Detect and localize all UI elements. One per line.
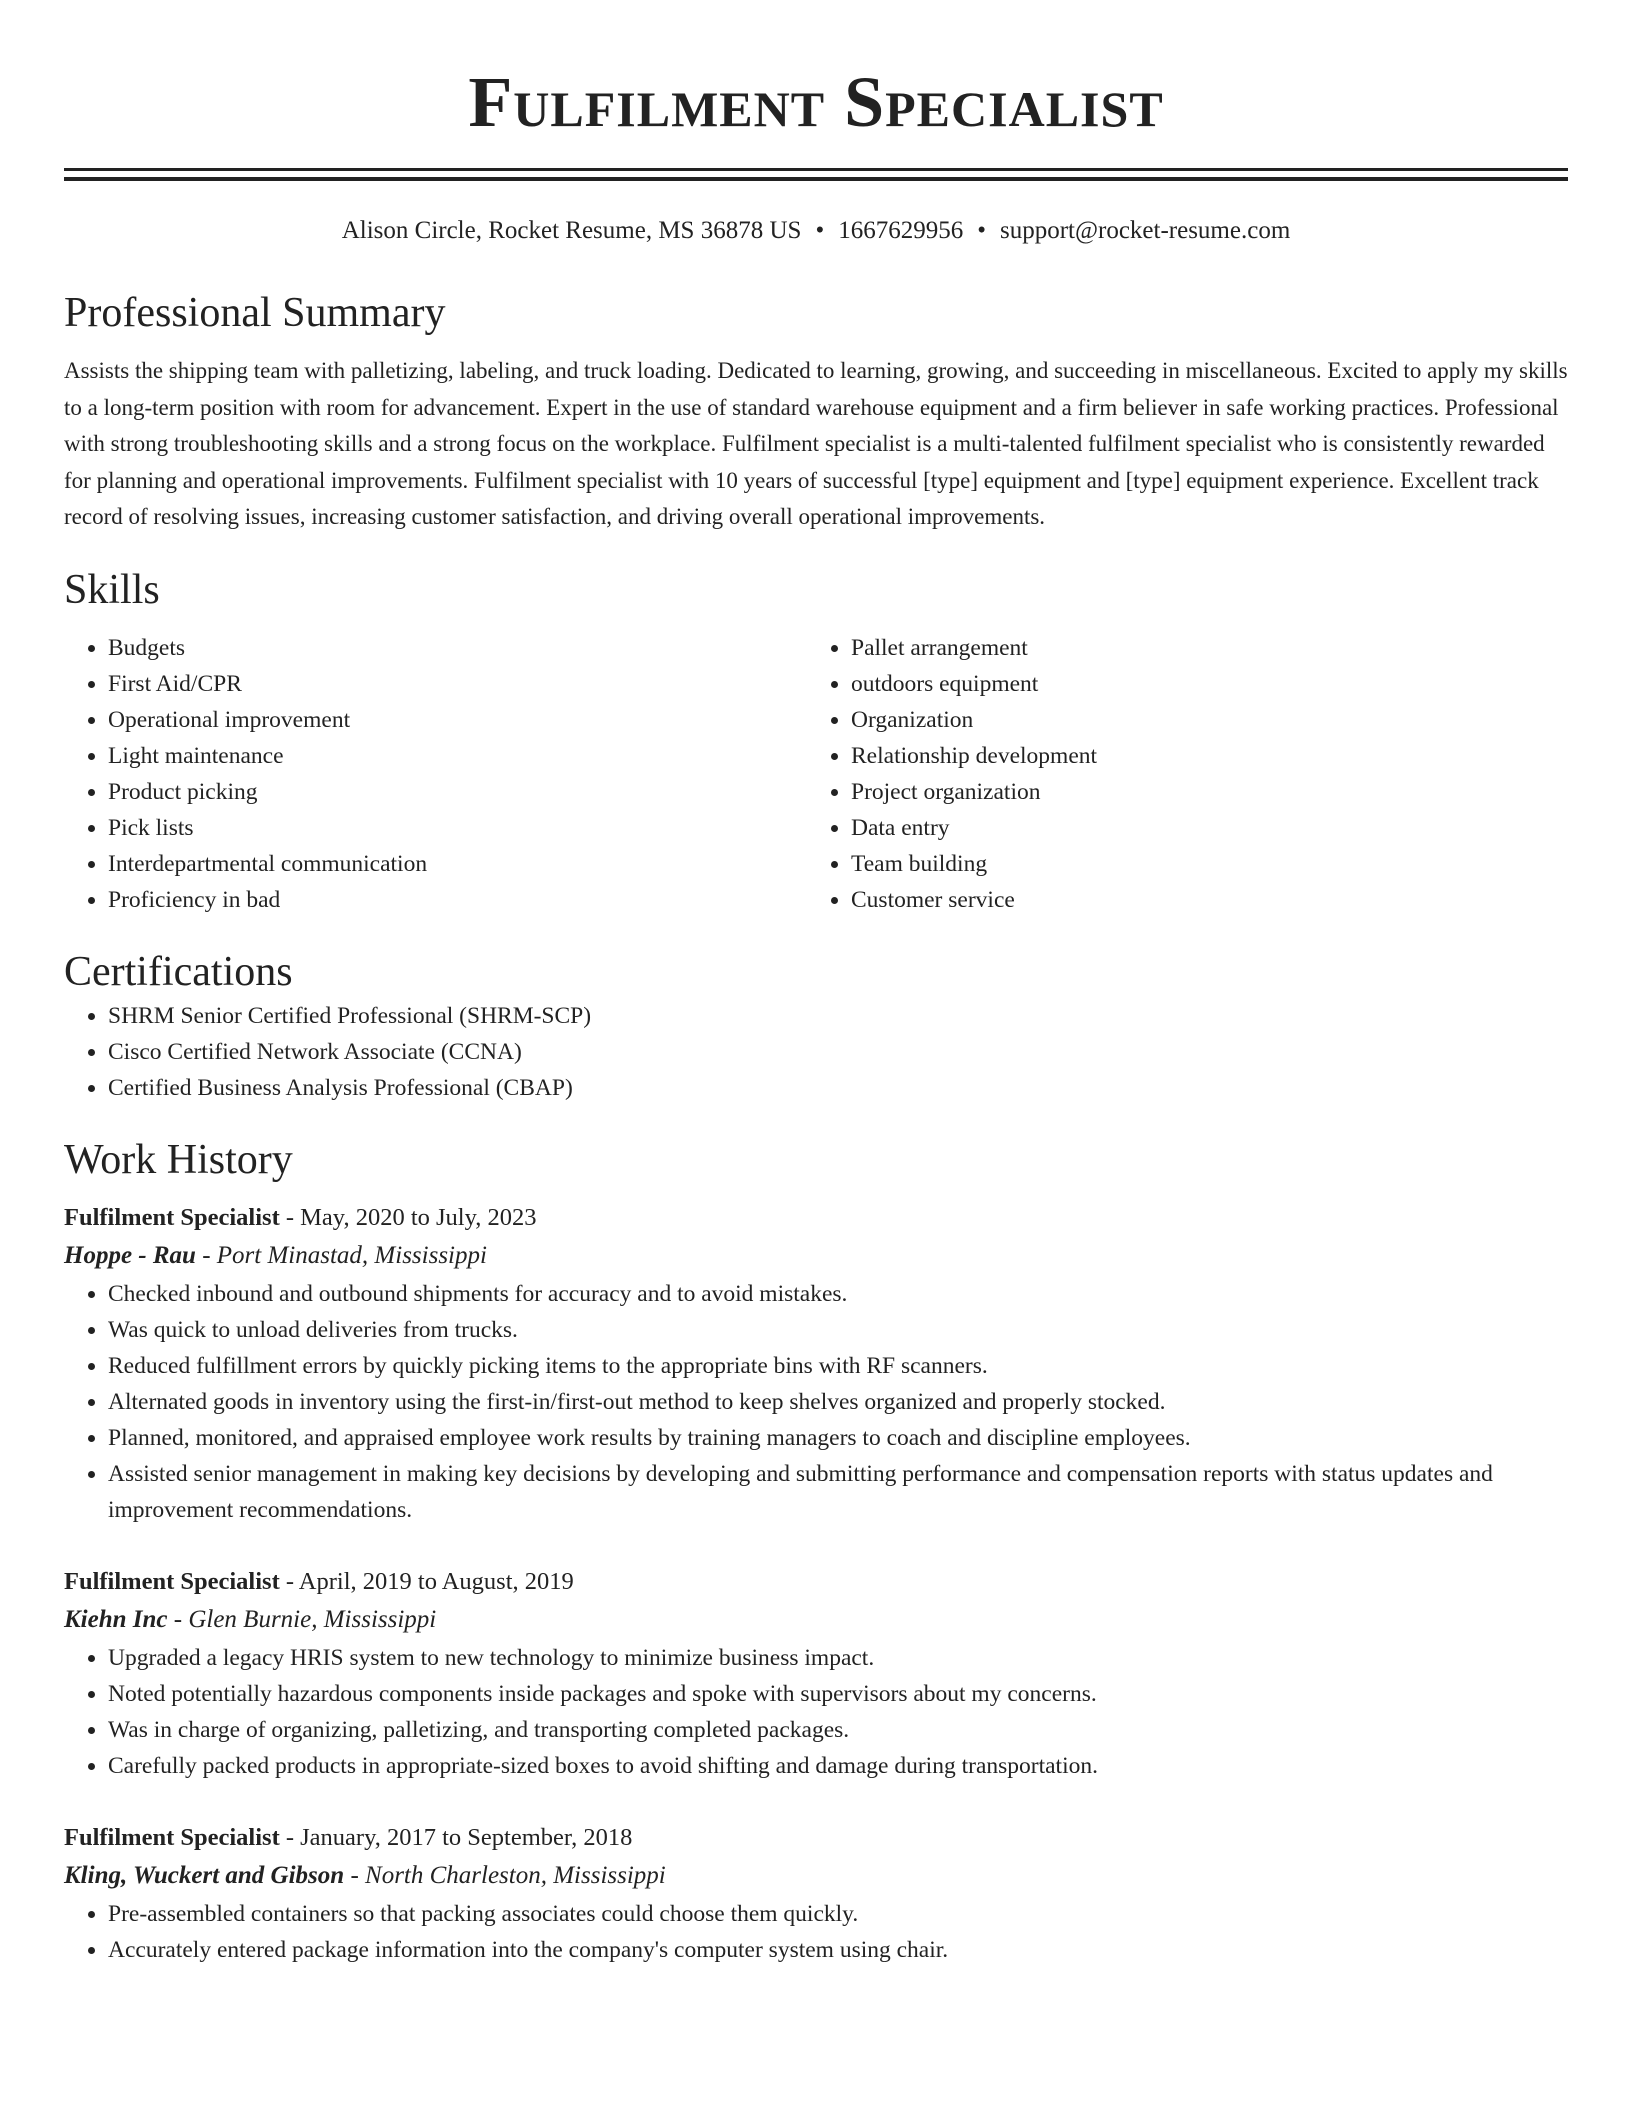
skills-heading: Skills [64, 566, 160, 613]
job-duty: • Was quick to unload deliveries from trucks. [108, 1312, 1568, 1348]
job-duties-list [64, 1276, 1568, 1528]
contact-email: support@rocket-resume.com [999, 217, 1291, 244]
skill-item: • Data entry [851, 810, 1550, 846]
contact-phone: 1667629956 [838, 217, 964, 244]
summary-text: Assists the shipping team with palletizing, labeling, and truck loading. Dedicated to learning, growing, and succeeding in miscellaneous. Excited to apply my skills to a long-term position with room for advancement. Expert in the use of standard warehouse equipment and a firm believer in safe working practices. Professional with strong troubleshooting skills and a strong focus on the workplace. Fulfilment specialist is a multi-talented fulfilment specialist who is consistently rewarded for planning and operational improvements. Fulfilment specialist with 10 years of successful [type] equipment and [type] equipment experience. Excellent track record of resolving issues, increasing customer satisfaction, and driving overall operational improvements. [64, 358, 1568, 529]
skill-item: • Relationship development [851, 738, 1550, 774]
skill-item: • Pallet arrangement [851, 630, 1550, 666]
job-duty: • Reduced fulfillment errors by quickly picking items to the appropriate bins with RF scanners. [108, 1348, 1568, 1384]
job-entry [64, 1820, 1568, 1968]
job-role: Fulfilment Specialist [64, 1203, 280, 1231]
certification-item: • Cisco Certified Network Associate (CCNA) [108, 1034, 1568, 1070]
job-location: - Port Minastad, Mississippi [195, 1241, 487, 1269]
header-rule-bottom [64, 177, 1568, 181]
job-company-line [64, 1236, 1568, 1276]
job-duty: • Was in charge of organizing, palletizing, and transporting completed packages. [108, 1712, 1568, 1748]
job-duty: • Planned, monitored, and appraised employee work results by training managers to coach and discipline employees. [108, 1420, 1568, 1456]
skill-item: • Operational improvement [108, 702, 807, 738]
job-role: Fulfilment Specialist [64, 1567, 280, 1595]
skill-item: • Budgets [108, 630, 807, 666]
job-duty: • Upgraded a legacy HRIS system to new technology to minimize business impact. [108, 1640, 1568, 1676]
job-role: Fulfilment Specialist [64, 1823, 280, 1851]
job-company-line [64, 1600, 1568, 1640]
skills-list-left [64, 630, 807, 918]
contact-line [64, 215, 1568, 247]
contact-address: Alison Circle, Rocket Resume, MS 36878 US [341, 217, 802, 244]
job-company: Kling, Wuckert and Gibson [64, 1861, 345, 1889]
skill-item: • Team building [851, 846, 1550, 882]
job-duties-list [64, 1640, 1568, 1784]
contact-separator: • [977, 217, 986, 244]
job-duty: • Checked inbound and outbound shipments for accuracy and to avoid mistakes. [108, 1276, 1568, 1312]
job-duty: • Assisted senior management in making key decisions by developing and submitting performance and compensation reports with status updates and improvement recommendations. [108, 1456, 1568, 1528]
skills-list-right [807, 630, 1550, 918]
contact-separator: • [815, 217, 825, 244]
header-rule-top [64, 168, 1568, 171]
skill-item: • Organization [851, 702, 1550, 738]
skill-item: • outdoors equipment [851, 666, 1550, 702]
job-location: - North Charleston, Mississippi [344, 1861, 666, 1889]
certification-item: • Certified Business Analysis Professional (CBAP) [108, 1070, 1568, 1106]
skill-item: • Interdepartmental communication [108, 846, 807, 882]
job-entry [64, 1564, 1568, 1784]
work-history-heading: Work History [64, 1136, 293, 1183]
certification-item: • SHRM Senior Certified Professional (SHRM-SCP) [108, 998, 1568, 1034]
skills-column-left [64, 630, 807, 918]
job-header [64, 1200, 1568, 1236]
job-duty: • Carefully packed products in appropriate-sized boxes to avoid shifting and damage during transportation. [108, 1748, 1568, 1784]
job-header [64, 1820, 1568, 1856]
skill-item: • Customer service [851, 882, 1550, 918]
job-header [64, 1564, 1568, 1600]
job-company: Hoppe - Rau [64, 1241, 196, 1269]
skills-grid [64, 630, 1568, 918]
skill-item: • Pick lists [108, 810, 807, 846]
job-duty: • Pre-assembled containers so that packing associates could choose them quickly. [108, 1896, 1568, 1932]
job-company-line [64, 1856, 1568, 1896]
skills-column-right [807, 630, 1550, 918]
job-dates: - May, 2020 to July, 2023 [279, 1203, 537, 1231]
skill-item: • Project organization [851, 774, 1550, 810]
job-entry [64, 1200, 1568, 1528]
skill-item: • Proficiency in bad [108, 882, 807, 918]
job-duty: • Alternated goods in inventory using the first-in/first-out method to keep shelves organized and properly stocked. [108, 1384, 1568, 1420]
certifications-heading: Certifications [64, 948, 293, 995]
resume-name: Fulfilment Specialist [468, 62, 1164, 142]
job-company: Kiehn Inc [64, 1605, 168, 1633]
job-duty: • Noted potentially hazardous components inside packages and spoke with supervisors about my concerns. [108, 1676, 1568, 1712]
skill-item: • Light maintenance [108, 738, 807, 774]
job-duties-list [64, 1896, 1568, 1968]
certifications-list [64, 998, 1568, 1106]
job-duty: • Accurately entered package information into the company's computer system using chair. [108, 1932, 1568, 1968]
job-dates: - April, 2019 to August, 2019 [279, 1567, 574, 1595]
summary-heading: Professional Summary [64, 290, 446, 336]
job-dates: - January, 2017 to September, 2018 [279, 1823, 633, 1851]
skill-item: • Product picking [108, 774, 807, 810]
job-location: - Glen Burnie, Mississippi [167, 1605, 437, 1633]
skill-item: • First Aid/CPR [108, 666, 807, 702]
